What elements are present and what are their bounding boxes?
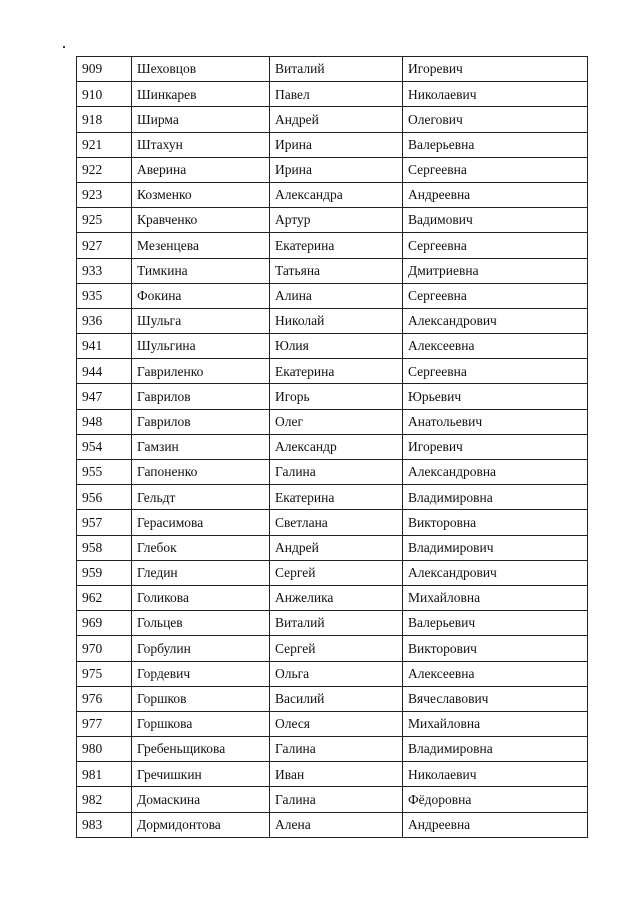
roster-body xyxy=(77,57,588,838)
table-row xyxy=(77,762,588,787)
last-name-cell: Аверина xyxy=(132,157,270,182)
patronymic-cell: Вадимович xyxy=(403,208,588,233)
first-name-cell: Сергей xyxy=(270,636,403,661)
last-name-cell: Тимкина xyxy=(132,258,270,283)
row-number-cell: 970 xyxy=(77,636,132,661)
row-number-cell: 947 xyxy=(77,384,132,409)
patronymic-cell: Владимировна xyxy=(403,737,588,762)
last-name-cell: Козменко xyxy=(132,182,270,207)
last-name-cell: Гельдт xyxy=(132,485,270,510)
first-name-cell: Екатерина xyxy=(270,485,403,510)
last-name-cell: Домаскина xyxy=(132,787,270,812)
patronymic-cell: Игоревич xyxy=(403,57,588,82)
last-name-cell: Гребеньщикова xyxy=(132,737,270,762)
last-name-cell: Штахун xyxy=(132,132,270,157)
last-name-cell: Дормидонтова xyxy=(132,812,270,837)
table-row xyxy=(77,208,588,233)
row-number-cell: 933 xyxy=(77,258,132,283)
table-row xyxy=(77,434,588,459)
patronymic-cell: Алексеевна xyxy=(403,334,588,359)
table-row xyxy=(77,686,588,711)
first-name-cell: Павел xyxy=(270,82,403,107)
first-name-cell: Александр xyxy=(270,434,403,459)
row-number-cell: 936 xyxy=(77,308,132,333)
row-number-cell: 975 xyxy=(77,661,132,686)
last-name-cell: Гавриленко xyxy=(132,359,270,384)
patronymic-cell: Михайловна xyxy=(403,585,588,610)
table-row xyxy=(77,308,588,333)
row-number-cell: 958 xyxy=(77,535,132,560)
last-name-cell: Фокина xyxy=(132,283,270,308)
patronymic-cell: Анатольевич xyxy=(403,409,588,434)
table-row xyxy=(77,460,588,485)
table-row xyxy=(77,283,588,308)
first-name-cell: Галина xyxy=(270,787,403,812)
row-number-cell: 935 xyxy=(77,283,132,308)
scan-speck xyxy=(63,46,65,48)
first-name-cell: Игорь xyxy=(270,384,403,409)
first-name-cell: Олеся xyxy=(270,711,403,736)
patronymic-cell: Владимировна xyxy=(403,485,588,510)
last-name-cell: Гречишкин xyxy=(132,762,270,787)
table-row xyxy=(77,57,588,82)
first-name-cell: Алена xyxy=(270,812,403,837)
row-number-cell: 954 xyxy=(77,434,132,459)
patronymic-cell: Викторович xyxy=(403,636,588,661)
first-name-cell: Юлия xyxy=(270,334,403,359)
patronymic-cell: Николаевич xyxy=(403,762,588,787)
last-name-cell: Голикова xyxy=(132,585,270,610)
table-row xyxy=(77,711,588,736)
last-name-cell: Гапоненко xyxy=(132,460,270,485)
patronymic-cell: Александрович xyxy=(403,560,588,585)
patronymic-cell: Валерьевна xyxy=(403,132,588,157)
patronymic-cell: Игоревич xyxy=(403,434,588,459)
first-name-cell: Андрей xyxy=(270,535,403,560)
first-name-cell: Виталий xyxy=(270,57,403,82)
last-name-cell: Гледин xyxy=(132,560,270,585)
patronymic-cell: Валерьевич xyxy=(403,611,588,636)
table-row xyxy=(77,737,588,762)
patronymic-cell: Сергеевна xyxy=(403,157,588,182)
table-row xyxy=(77,132,588,157)
first-name-cell: Сергей xyxy=(270,560,403,585)
table-row xyxy=(77,359,588,384)
row-number-cell: 944 xyxy=(77,359,132,384)
row-number-cell: 959 xyxy=(77,560,132,585)
patronymic-cell: Владимирович xyxy=(403,535,588,560)
last-name-cell: Шульга xyxy=(132,308,270,333)
last-name-cell: Гордевич xyxy=(132,661,270,686)
row-number-cell: 962 xyxy=(77,585,132,610)
patronymic-cell: Александрович xyxy=(403,308,588,333)
first-name-cell: Артур xyxy=(270,208,403,233)
last-name-cell: Герасимова xyxy=(132,510,270,535)
last-name-cell: Ширма xyxy=(132,107,270,132)
patronymic-cell: Александровна xyxy=(403,460,588,485)
first-name-cell: Виталий xyxy=(270,611,403,636)
row-number-cell: 948 xyxy=(77,409,132,434)
table-row xyxy=(77,560,588,585)
patronymic-cell: Вячеславович xyxy=(403,686,588,711)
table-row xyxy=(77,485,588,510)
row-number-cell: 941 xyxy=(77,334,132,359)
last-name-cell: Горбулин xyxy=(132,636,270,661)
patronymic-cell: Олегович xyxy=(403,107,588,132)
last-name-cell: Шеховцов xyxy=(132,57,270,82)
last-name-cell: Шульгина xyxy=(132,334,270,359)
last-name-cell: Кравченко xyxy=(132,208,270,233)
first-name-cell: Александра xyxy=(270,182,403,207)
row-number-cell: 910 xyxy=(77,82,132,107)
last-name-cell: Глебок xyxy=(132,535,270,560)
row-number-cell: 925 xyxy=(77,208,132,233)
last-name-cell: Гольцев xyxy=(132,611,270,636)
table-row xyxy=(77,611,588,636)
patronymic-cell: Михайловна xyxy=(403,711,588,736)
row-number-cell: 976 xyxy=(77,686,132,711)
patronymic-cell: Алексеевна xyxy=(403,661,588,686)
last-name-cell: Шинкарев xyxy=(132,82,270,107)
row-number-cell: 927 xyxy=(77,233,132,258)
patronymic-cell: Юрьевич xyxy=(403,384,588,409)
table-row xyxy=(77,636,588,661)
table-row xyxy=(77,157,588,182)
first-name-cell: Ирина xyxy=(270,132,403,157)
row-number-cell: 983 xyxy=(77,812,132,837)
table-row xyxy=(77,510,588,535)
patronymic-cell: Дмитриевна xyxy=(403,258,588,283)
table-row xyxy=(77,233,588,258)
row-number-cell: 918 xyxy=(77,107,132,132)
last-name-cell: Горшкова xyxy=(132,711,270,736)
first-name-cell: Татьяна xyxy=(270,258,403,283)
first-name-cell: Андрей xyxy=(270,107,403,132)
first-name-cell: Алина xyxy=(270,283,403,308)
roster-table xyxy=(76,56,588,838)
first-name-cell: Олег xyxy=(270,409,403,434)
first-name-cell: Екатерина xyxy=(270,359,403,384)
table-row xyxy=(77,535,588,560)
row-number-cell: 922 xyxy=(77,157,132,182)
table-row xyxy=(77,585,588,610)
table-row xyxy=(77,182,588,207)
table-row xyxy=(77,258,588,283)
row-number-cell: 921 xyxy=(77,132,132,157)
first-name-cell: Галина xyxy=(270,737,403,762)
last-name-cell: Гаврилов xyxy=(132,384,270,409)
first-name-cell: Екатерина xyxy=(270,233,403,258)
row-number-cell: 955 xyxy=(77,460,132,485)
table-row xyxy=(77,409,588,434)
row-number-cell: 923 xyxy=(77,182,132,207)
first-name-cell: Светлана xyxy=(270,510,403,535)
first-name-cell: Иван xyxy=(270,762,403,787)
patronymic-cell: Фёдоровна xyxy=(403,787,588,812)
patronymic-cell: Викторовна xyxy=(403,510,588,535)
first-name-cell: Ирина xyxy=(270,157,403,182)
row-number-cell: 980 xyxy=(77,737,132,762)
patronymic-cell: Сергеевна xyxy=(403,233,588,258)
first-name-cell: Ольга xyxy=(270,661,403,686)
row-number-cell: 909 xyxy=(77,57,132,82)
first-name-cell: Василий xyxy=(270,686,403,711)
patronymic-cell: Андреевна xyxy=(403,182,588,207)
patronymic-cell: Сергеевна xyxy=(403,359,588,384)
first-name-cell: Анжелика xyxy=(270,585,403,610)
patronymic-cell: Сергеевна xyxy=(403,283,588,308)
patronymic-cell: Николаевич xyxy=(403,82,588,107)
row-number-cell: 977 xyxy=(77,711,132,736)
row-number-cell: 982 xyxy=(77,787,132,812)
table-row xyxy=(77,661,588,686)
row-number-cell: 981 xyxy=(77,762,132,787)
row-number-cell: 957 xyxy=(77,510,132,535)
table-row xyxy=(77,812,588,837)
row-number-cell: 969 xyxy=(77,611,132,636)
table-row xyxy=(77,82,588,107)
row-number-cell: 956 xyxy=(77,485,132,510)
table-row xyxy=(77,384,588,409)
table-row xyxy=(77,107,588,132)
first-name-cell: Николай xyxy=(270,308,403,333)
first-name-cell: Галина xyxy=(270,460,403,485)
last-name-cell: Гамзин xyxy=(132,434,270,459)
last-name-cell: Горшков xyxy=(132,686,270,711)
last-name-cell: Мезенцева xyxy=(132,233,270,258)
table-row xyxy=(77,787,588,812)
last-name-cell: Гаврилов xyxy=(132,409,270,434)
table-row xyxy=(77,334,588,359)
patronymic-cell: Андреевна xyxy=(403,812,588,837)
